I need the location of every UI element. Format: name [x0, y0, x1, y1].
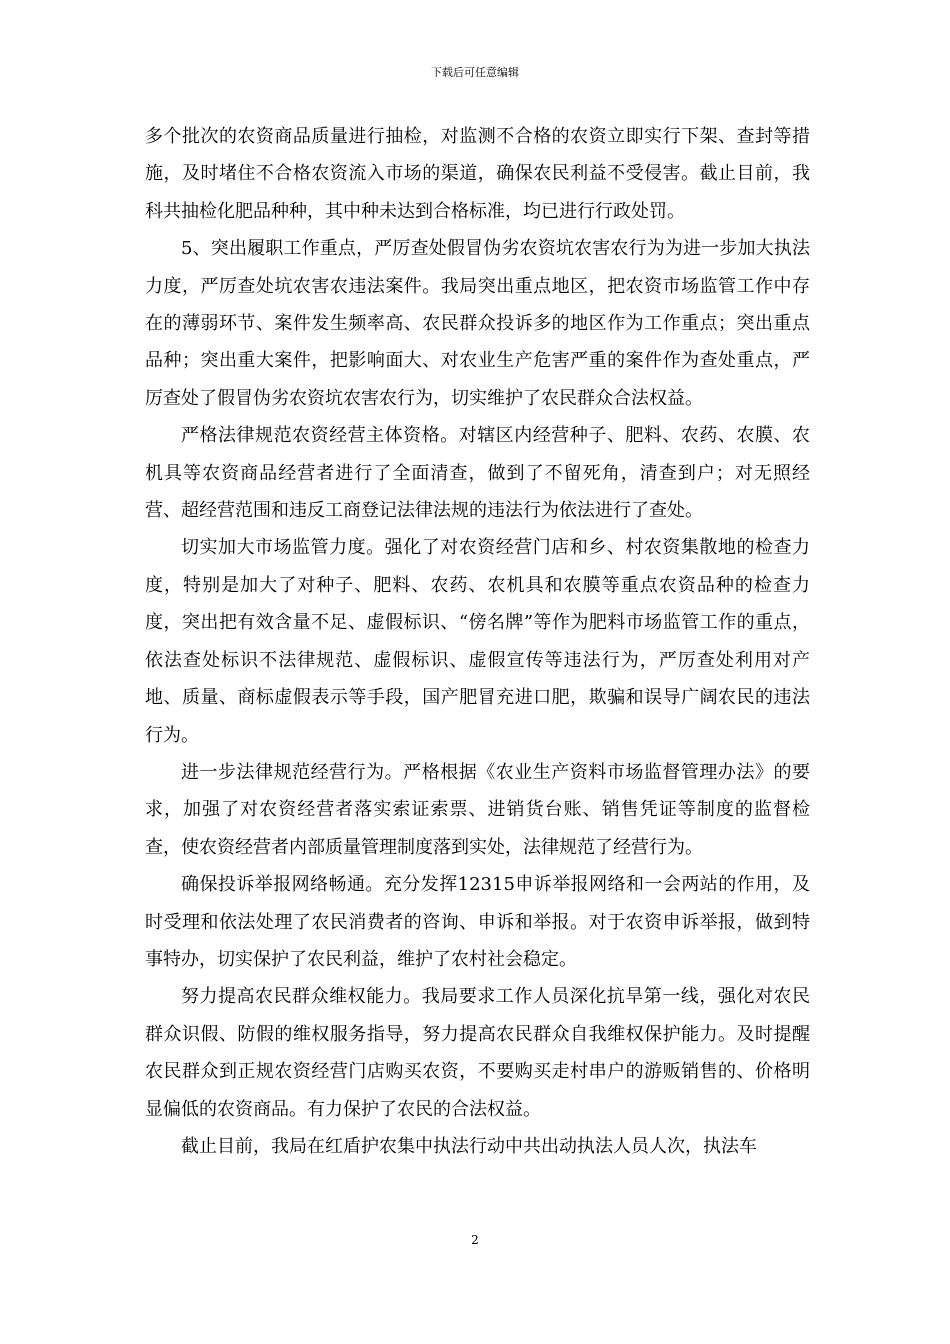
paragraph-1: 多个批次的农资商品质量进行抽检，对监测不合格的农资立即实行下架、查封等措施，及时堵住不合格农资流入市场的渠道，确保农民利益不受侵害。截止目前，我科共抽检化肥品种种，其中种未达到合格标准，均已进行行政处罚。 — [145, 126, 810, 222]
paragraph-6: 确保投诉举报网络畅通。充分发挥12315申诉举报网络和一会两站的作用，及时受理和依法处理了农民消费者的咨询、申诉和举报。对于农资申诉举报，做到特事特办，切实保护了农民利益，维护了农村社会稳定。 — [145, 874, 810, 970]
paragraph-3: 严格法律规范农资经营主体资格。对辖区内经营种子、肥料、农药、农膜、农机具等农资商品经营者进行了全面清查，做到了不留死角，清查到户；对无照经营、超经营范围和违反工商登记法律法规的违法行为依法进行了查处。 — [145, 425, 810, 522]
paragraph-4: 切实加大市场监管力度。强化了对农资经营门店和乡、村农资集散地的检查力度，特别是加大了对种子、肥料、农药、农机具和农膜等重点农资品种的检查力度，突出把有效含量不足、虚假标识、“傍名牌”等作为肥料市场监管工作的重点，依法查处标识不法律规范、虚假标识、虚假宣传等违法行为，严厉查处利用对产地、质量、商标虚假表示等手段，国产肥冒充进口肥，欺骗和误导广阔农民的违法行为。 — [145, 537, 810, 746]
page-header: 下载后可任意编辑 — [431, 66, 519, 79]
paragraph-5: 进一步法律规范经营行为。严格根据《农业生产资料市场监督管理办法》的要求，加强了对农资经营者落实索证索票、进销货台账、销售凭证等制度的监督检查，使农资经营者内部质量管理制度落到实处，法律规范了经营行为。 — [145, 761, 810, 858]
page-number: 2 — [471, 1233, 479, 1247]
paragraph-2: 5、突出履职工作重点，严厉查处假冒伪劣农资坑农害农行为为进一步加大执法力度，严厉查处坑农害农违法案件。我局突出重点地区，把农资市场监管工作中存在的薄弱环节、案件发生频率高、农民群众投诉多的地区作为工作重点；突出重点品种；突出重大案件，把影响面大、对农业生产危害严重的案件作为查处重点，严厉查处了假冒伪劣农资坑农害农行为，切实维护了农民群众合法权益。 — [145, 238, 810, 409]
paragraph-8: 截止目前，我局在红盾护农集中执法行动中共出动执法人员人次，执法车 — [181, 1135, 757, 1157]
paragraph-7: 努力提高农民群众维权能力。我局要求工作人员深化抗旱第一线，强化对农民群众识假、防假的维权服务指导，努力提高农民群众自我维权保护能力。及时提醒农民群众到正规农资经营门店购买农资，不要购买走村串户的游贩销售的、价格明显偏低的农资商品。有力保护了农民的合法权益。 — [145, 986, 810, 1120]
document-body — [145, 118, 810, 1165]
